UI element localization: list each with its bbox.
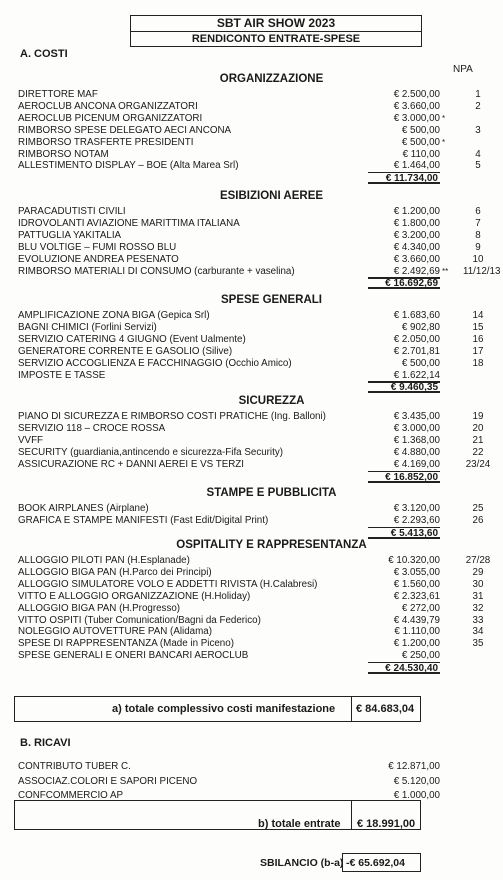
balance-value: -€ 65.692,04: [346, 857, 405, 869]
group-subtotal: € 16.692,69: [368, 277, 440, 289]
cost-value: € 3.200,00: [393, 229, 440, 241]
cost-npa: 19: [472, 411, 484, 422]
cost-row: [18, 218, 488, 230]
cost-npa: 2: [475, 100, 481, 112]
cost-value: € 3.435,00: [393, 411, 440, 422]
cost-label: IMPOSTE E TASSE: [18, 369, 106, 381]
cost-label: ASSICURAZIONE RC + DANNI AEREI E VS TERZI: [18, 458, 245, 470]
cost-row: [18, 113, 488, 125]
cost-row: [18, 206, 488, 218]
balance-label: SBILANCIO (b-a): [260, 857, 344, 869]
cost-npa: 31: [472, 590, 484, 602]
cost-label: ALLOGGIO SIMULATORE VOLO E ADDETTI RIVISTA (H.Calabresi): [18, 578, 318, 590]
cost-npa: 3: [475, 124, 481, 136]
group-subtotal: € 5.413,60: [368, 527, 440, 539]
group-title: SICUREZZA: [238, 395, 305, 407]
cost-npa: 35: [472, 638, 484, 650]
document-title: SBT AIR SHOW 2023: [131, 16, 421, 32]
cost-value: € 1.800,00: [393, 217, 440, 229]
cost-value: € 110,00: [402, 148, 440, 160]
revenue-label: CONFCOMMERCIO AP: [18, 790, 124, 801]
cost-npa: 32: [472, 602, 484, 614]
cost-row: [18, 160, 488, 172]
cost-value: € 4.169,00: [368, 459, 440, 472]
cost-npa: 16: [472, 333, 484, 345]
cost-npa: 26: [472, 514, 484, 526]
cost-label: VITTO OSPITI (Tuber Comunication/Bagni da Federico): [18, 614, 261, 626]
revenue-row: [18, 761, 488, 773]
cost-npa: 18: [472, 357, 484, 369]
cost-value: € 3.660,00: [393, 253, 440, 265]
total-costs-value: € 84.683,04: [356, 703, 415, 715]
cost-label: SERVIZIO 118 – CROCE ROSSA: [18, 422, 166, 434]
cost-row: [18, 626, 488, 638]
cost-mark: *: [442, 137, 446, 147]
cost-label: BOOK AIRPLANES (Airplane): [18, 503, 149, 514]
cost-label: IDROVOLANTI AVIAZIONE MARITTIMA ITALIANA: [18, 217, 240, 229]
revenue-value: € 1.000,00: [393, 790, 440, 801]
cost-value: € 272,00: [401, 602, 440, 614]
cost-row: [18, 411, 488, 423]
cost-label: ALLESTIMENTO DISPLAY – BOE (Alta Marea Srl): [18, 160, 239, 172]
document-header: [130, 15, 422, 47]
cost-value: € 2.492,69: [368, 266, 440, 279]
cost-row: [18, 265, 501, 278]
cost-row: [18, 650, 488, 662]
total-revenues-value: € 18.991,00: [357, 818, 416, 830]
cost-row: [18, 638, 488, 650]
revenue-row: [18, 776, 488, 788]
section-a-title: A. COSTI: [20, 48, 68, 60]
cost-value: € 3.000,00: [393, 112, 440, 124]
cost-value: € 1.200,00: [393, 638, 440, 650]
cost-row: [18, 242, 488, 254]
cost-label: EVOLUZIONE ANDREA PESENATO: [18, 253, 179, 265]
cost-row: [18, 358, 488, 370]
cost-value: € 2.050,00: [393, 333, 440, 345]
cost-label: VITTO E ALLOGGIO ORGANIZZAZIONE (H.Holiday): [18, 590, 251, 602]
cost-row: [18, 334, 488, 346]
group-subtotal: € 24.530,40: [368, 662, 440, 674]
cost-label: VVFF: [18, 434, 44, 446]
revenue-label: ASSOCIAZ.COLORI E SAPORI PICENO: [18, 775, 198, 787]
cost-label: RIMBORSO MATERIALI DI CONSUMO (carburante + vaselina): [18, 265, 295, 277]
cost-row: [18, 137, 488, 149]
cost-npa: 15: [472, 321, 484, 333]
cost-label: NOLEGGIO AUTOVETTURE PAN (Alidama): [18, 626, 212, 638]
cost-npa: 7: [475, 217, 481, 229]
cost-npa: 14: [472, 310, 484, 321]
cost-npa: 10: [472, 253, 484, 265]
document-subtitle: RENDICONTO ENTRATE-SPESE: [191, 33, 361, 45]
cost-row: [18, 89, 488, 101]
group-title: ESIBIZIONI AEREE: [219, 190, 324, 202]
cost-value: € 3.055,00: [393, 566, 440, 578]
revenue-value: € 12.871,00: [388, 761, 440, 772]
cost-row: [18, 515, 488, 527]
cost-row: [18, 254, 488, 266]
cost-npa: 23/24: [465, 458, 491, 470]
group-title: SPESE GENERALI: [221, 294, 322, 306]
cost-row: [18, 101, 488, 113]
cost-label: GRAFICA E STAMPE MANIFESTI (Fast Edit/Digital Print): [18, 514, 269, 526]
cost-npa: 25: [472, 503, 484, 514]
cost-label: GENERATORE CORRENTE E GASOLIO (Silive): [18, 345, 233, 357]
cost-label: ALLOGGIO BIGA PAN (H.Progresso): [18, 602, 181, 614]
cost-value: € 3.660,00: [393, 100, 440, 112]
section-b-title: B. RICAVI: [20, 737, 71, 749]
group-title: OSPITALITY E RAPPRESENTANZA: [176, 539, 367, 551]
npa-column-header: NPA: [453, 64, 473, 75]
group-subtotal: € 16.852,00: [368, 471, 440, 483]
cost-npa: 30: [472, 578, 484, 590]
cost-npa: 5: [475, 160, 481, 172]
cost-npa: 27/28: [465, 555, 491, 566]
cost-row: [18, 310, 488, 322]
cost-value: € 1.110,00: [394, 626, 440, 638]
cost-npa: 21: [472, 434, 484, 446]
cost-label: ALLOGGIO BIGA PAN (H.Parco dei Principi): [18, 566, 212, 578]
cost-row: [18, 447, 488, 459]
cost-value: € 10.320,00: [388, 555, 440, 566]
cost-row: [18, 346, 488, 358]
group-title: ORGANIZZAZIONE: [219, 73, 324, 85]
cost-label: SPESE DI RAPPRESENTANZA (Made in Piceno): [18, 638, 234, 650]
cost-mark: **: [442, 266, 449, 276]
cost-value: € 1.200,00: [393, 206, 440, 217]
cost-value: € 4.439,79: [393, 614, 440, 626]
cost-npa: 33: [472, 614, 484, 626]
cost-label: PATTUGLIA YAKITALIA: [18, 229, 122, 241]
cost-value: € 500,00: [401, 136, 440, 148]
cost-npa: 8: [475, 229, 481, 241]
cost-value: € 3.000,00: [393, 422, 440, 434]
cost-value: € 250,00: [368, 650, 440, 663]
revenue-label: CONTRIBUTO TUBER C.: [18, 761, 131, 772]
cost-row: [18, 603, 488, 615]
cost-value: € 4.880,00: [393, 446, 440, 458]
cost-row: [18, 423, 488, 435]
cost-label: ALLOGGIO PILOTI PAN (H.Esplanade): [18, 555, 190, 566]
cost-label: AEROCLUB PICENUM ORGANIZZATORI: [18, 112, 203, 124]
cost-value: € 1.464,00: [368, 160, 440, 173]
cost-label: SERVIZIO ACCOGLIENZA E FACCHINAGGIO (Occhio Amico): [18, 357, 292, 369]
cost-npa: 1: [475, 89, 481, 100]
revenue-value: € 5.120,00: [393, 775, 440, 787]
cost-npa: 29: [472, 566, 484, 578]
cost-value: € 2.293,60: [368, 515, 440, 528]
total-revenues-label: b) totale entrate: [258, 818, 341, 830]
cost-value: € 2.323,61: [393, 590, 440, 602]
cost-row: [18, 230, 488, 242]
cost-row: [18, 567, 488, 579]
cost-npa: 20: [472, 422, 484, 434]
cost-npa: 34: [472, 626, 484, 638]
cost-row: [18, 579, 488, 591]
cost-label: PIANO DI SICUREZZA E RIMBORSO COSTI PRATICHE (Ing. Balloni): [18, 411, 326, 422]
cost-value: € 1.560,00: [393, 578, 440, 590]
cost-npa: 22: [472, 446, 484, 458]
cost-label: SECURITY (guardiania,antincendo e sicurezza-Fifa Security): [18, 446, 283, 458]
cost-label: BLU VOLTIGE – FUMI ROSSO BLU: [18, 241, 177, 253]
cost-npa: 6: [475, 206, 481, 217]
cost-label: RIMBORSO NOTAM: [18, 148, 109, 160]
cost-row: [18, 149, 488, 161]
cost-value: € 3.120,00: [393, 503, 440, 514]
cost-label: AEROCLUB ANCONA ORGANIZZATORI: [18, 100, 198, 112]
cost-value: € 500,00: [401, 357, 440, 369]
cost-row: [18, 503, 488, 515]
cost-label: SERVIZIO CATERING 4 GIUGNO (Event Ualmente): [18, 333, 246, 345]
cost-value: € 1.683,60: [393, 310, 440, 321]
group-subtotal: € 9.460,35: [368, 381, 440, 393]
cost-npa: 11/12/13: [463, 265, 501, 277]
cost-npa: 17: [472, 345, 484, 357]
cost-row: [18, 591, 488, 603]
cost-label: RIMBORSO TRASFERTE PRESIDENTI: [18, 136, 194, 148]
cost-label: DIRETTORE MAF: [18, 89, 98, 100]
cost-value: € 902,80: [401, 321, 440, 333]
cost-value: € 4.340,00: [393, 241, 440, 253]
cost-row: [18, 615, 488, 627]
cost-row: [18, 370, 488, 382]
cost-row: [18, 458, 491, 471]
group-title: STAMPE E PUBBLICITA: [206, 487, 337, 499]
cost-label: RIMBORSO SPESE DELEGATO AECI ANCONA: [18, 124, 232, 136]
cost-label: BAGNI CHIMICI (Forlini Servizi): [18, 321, 157, 333]
cost-mark: *: [442, 113, 446, 123]
cost-label: PARACADUTISTI CIVILI: [18, 206, 126, 217]
cost-value: € 2.701,81: [393, 345, 440, 357]
cost-row: [18, 555, 491, 567]
cost-npa: 9: [475, 241, 481, 253]
cost-value: € 1.622,14: [368, 370, 440, 383]
cost-row: [18, 435, 488, 447]
total-costs-label: a) totale complessivo costi manifestazione: [112, 703, 336, 715]
cost-row: [18, 322, 488, 334]
cost-label: AMPLIFICAZIONE ZONA BIGA (Gepica Srl): [18, 310, 210, 321]
cost-value: € 1.368,00: [393, 434, 440, 446]
cost-label: SPESE GENERALI E ONERI BANCARI AEROCLUB: [18, 650, 249, 662]
cost-npa: 4: [475, 148, 481, 160]
cost-value: € 500,00: [401, 124, 440, 136]
cost-value: € 2.500,00: [393, 89, 440, 100]
cost-row: [18, 125, 488, 137]
group-subtotal: € 11.734,00: [368, 172, 440, 184]
